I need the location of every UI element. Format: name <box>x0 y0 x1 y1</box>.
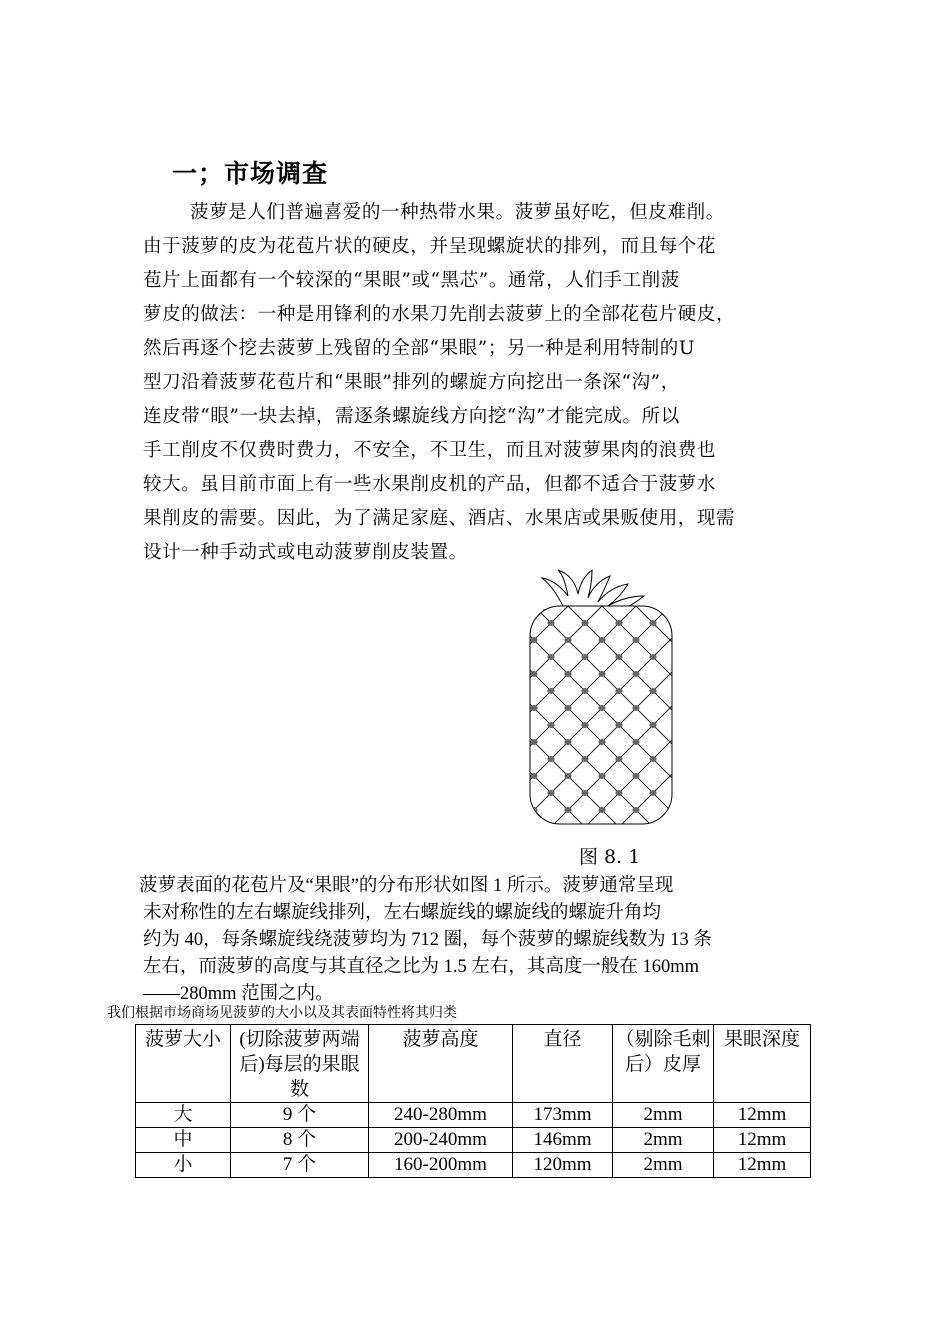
table-cell: 146mm <box>513 1128 613 1153</box>
table-row <box>136 1128 811 1153</box>
fruit-eye <box>530 739 537 745</box>
table-intro: 我们根据市场商场见菠萝的大小以及其表面特性将其归类 <box>107 1005 457 1021</box>
fruit-eye <box>598 705 605 711</box>
table-cell: 大 <box>136 1103 231 1128</box>
intro-line: 连皮带“眼”一块去掉，需逐条螺旋线方向挖“沟”才能完成。所以 <box>143 406 680 427</box>
fruit-eye <box>615 688 622 694</box>
fruit-eye <box>547 756 554 762</box>
description-line: 左右，而菠萝的高度与其直径之比为 1.5 左右，其高度一般在 160mm <box>143 957 700 977</box>
fruit-eye <box>649 756 656 762</box>
table-cell: 2mm <box>613 1153 714 1178</box>
table-cell: 120mm <box>513 1153 613 1178</box>
fruit-eye <box>530 637 537 643</box>
fruit-eye <box>564 773 571 779</box>
header-skin-thickness: （剔除毛刺后）皮厚 <box>613 1025 714 1103</box>
fruit-eye <box>530 671 537 677</box>
fruit-eye <box>547 688 554 694</box>
description-line: 菠萝表面的花苞片及“果眼”的分布形状如图 1 所示。菠萝通常呈现 <box>139 876 674 896</box>
intro-line: 手工削皮不仅费时费力，不安全，不卫生，而且对菠萝果肉的浪费也 <box>143 440 717 461</box>
table-cell: 中 <box>136 1128 231 1153</box>
table-row <box>136 1153 811 1178</box>
fruit-eye <box>564 671 571 677</box>
fruit-eye <box>649 620 656 626</box>
table-cell: 12mm <box>714 1128 811 1153</box>
fruit-eye <box>581 620 588 626</box>
fruit-eye <box>649 790 656 796</box>
fruit-eye <box>649 722 656 728</box>
table-cell: 7 个 <box>231 1153 369 1178</box>
fruit-eye <box>632 637 639 643</box>
fruit-eye <box>581 688 588 694</box>
table-header-row <box>136 1025 811 1103</box>
pineapple-illustration <box>522 566 682 830</box>
description-line: 约为 40，每条螺旋线绕菠萝均为 712 圈，每个菠萝的螺旋线数为 13 条 <box>143 930 712 950</box>
fruit-eye <box>649 654 656 660</box>
description-paragraph <box>139 873 829 1008</box>
table-cell: 160-200mm <box>369 1153 513 1178</box>
fruit-eye <box>547 790 554 796</box>
fruit-eye <box>598 637 605 643</box>
fruit-eye <box>598 773 605 779</box>
header-eye-depth: 果眼深度 <box>714 1025 811 1103</box>
fruit-eye <box>632 739 639 745</box>
table-cell: 2mm <box>613 1103 714 1128</box>
fruit-eye <box>547 620 554 626</box>
fruit-eye <box>632 773 639 779</box>
fruit-eye <box>649 688 656 694</box>
fruit-eye <box>581 790 588 796</box>
table-cell: 小 <box>136 1153 231 1178</box>
table-cell: 12mm <box>714 1153 811 1178</box>
fruit-eye <box>615 722 622 728</box>
fruit-eye <box>564 739 571 745</box>
fruit-eye <box>547 654 554 660</box>
fruit-eye <box>564 637 571 643</box>
fruit-eye <box>632 705 639 711</box>
table-cell: 8 个 <box>231 1128 369 1153</box>
intro-line: 果削皮的需要。因此，为了满足家庭、酒店、水果店或果贩使用，现需 <box>143 508 736 529</box>
header-size: 菠萝大小 <box>136 1025 231 1103</box>
intro-line: 然后再逐个挖去菠萝上残留的全部“果眼”；另一种是利用特制的U <box>143 338 696 359</box>
pineapple-size-table <box>135 1024 811 1178</box>
table-row <box>136 1103 811 1128</box>
fruit-eye <box>615 790 622 796</box>
table-cell: 9 个 <box>231 1103 369 1128</box>
intro-line: 萝皮的做法：一种是用锋利的水果刀先削去菠萝上的全部花苞片硬皮， <box>143 304 736 325</box>
intro-line: 苞片上面都有一个较深的“果眼”或“黑芯”。通常，人们手工削菠 <box>143 270 680 291</box>
section-heading: 一；市场调查 <box>172 159 329 188</box>
fruit-eye <box>564 807 571 813</box>
figure-caption: 图 8. 1 <box>579 846 641 868</box>
fruit-eye <box>581 756 588 762</box>
intro-line: 设计一种手动式或电动菠萝削皮装置。 <box>143 542 468 563</box>
intro-line: 较大。虽目前市面上有一些水果削皮机的产品，但都不适合于菠萝水 <box>143 474 717 495</box>
header-diameter: 直径 <box>513 1025 613 1103</box>
table-cell: 12mm <box>714 1103 811 1128</box>
intro-line: 由于菠萝的皮为花苞片状的硬皮，并呈现螺旋状的排列，而且每个花 <box>143 236 717 257</box>
fruit-eye <box>530 773 537 779</box>
table-cell: 240-280mm <box>369 1103 513 1128</box>
description-line: 未对称性的左右螺旋线排列，左右螺旋线的螺旋线的螺旋升角均 <box>143 903 662 923</box>
fruit-eye <box>530 705 537 711</box>
description-line: ——280mm 范围之内。 <box>143 984 334 1004</box>
intro-line: 菠萝是人们普遍喜爱的一种热带水果。菠萝虽好吃，但皮难削。 <box>190 202 725 223</box>
table-cell: 173mm <box>513 1103 613 1128</box>
header-eyes-per-layer: (切除菠萝两端后)每层的果眼数 <box>231 1025 369 1103</box>
header-height: 菠萝高度 <box>369 1025 513 1103</box>
fruit-eye <box>615 620 622 626</box>
fruit-eye <box>564 705 571 711</box>
fruit-eye <box>615 654 622 660</box>
table-cell: 2mm <box>613 1128 714 1153</box>
fruit-eye <box>598 807 605 813</box>
fruit-eye <box>632 671 639 677</box>
table-cell: 200-240mm <box>369 1128 513 1153</box>
fruit-eye <box>598 671 605 677</box>
intro-line: 型刀沿着菠萝花苞片和“果眼”排列的螺旋方向挖出一条深“沟”， <box>143 372 680 393</box>
fruit-eye <box>598 739 605 745</box>
fruit-eye <box>632 807 639 813</box>
intro-paragraph <box>143 196 818 570</box>
fruit-eye <box>547 722 554 728</box>
fruit-eye <box>581 722 588 728</box>
fruit-eye <box>615 756 622 762</box>
fruit-eye <box>581 654 588 660</box>
